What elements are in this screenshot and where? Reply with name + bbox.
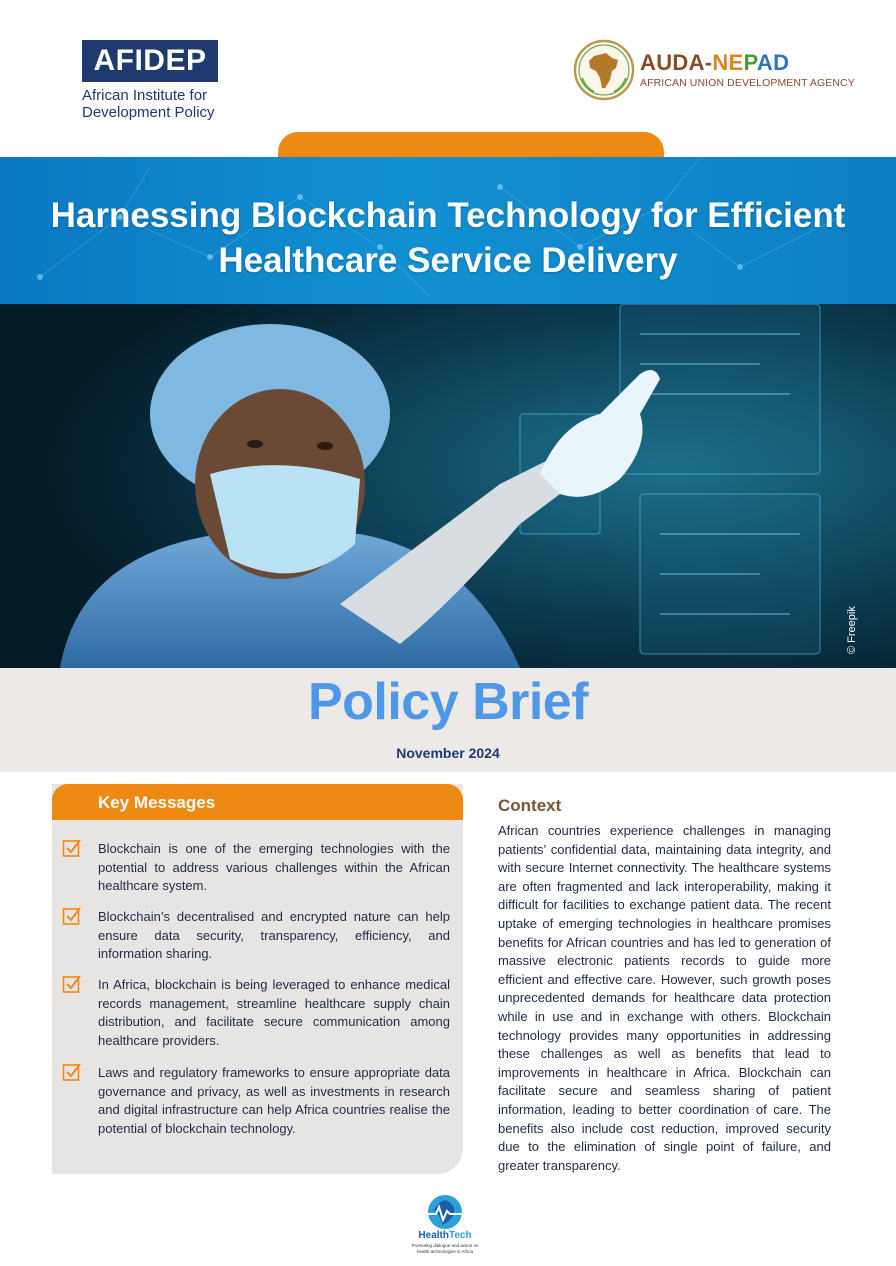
afidep-subtitle [82, 87, 232, 121]
hero-image [0, 304, 896, 668]
auda-nepad-subtitle: AFRICAN UNION DEVELOPMENT AGENCY [640, 77, 855, 89]
heartbeat-globe-icon [404, 1192, 486, 1232]
healthcare-worker-illustration [0, 304, 896, 668]
key-message-item: Blockchain’s decentralised and encrypted nature can help ensure data security, transparency, efficiency, and information sharing. [98, 909, 450, 962]
healthtech-name-part1: Health [418, 1230, 449, 1241]
afidep-subtitle-line1: African Institute for [82, 87, 208, 104]
africa-emblem-icon [572, 38, 636, 102]
title-line2: Healthcare Service Delivery [218, 241, 678, 280]
checkbox-icon [62, 1062, 82, 1082]
key-message-item: In Africa, blockchain is being leveraged to enhance medical records management, streamline healthcare supply chain distribution, and facilitate secure communication among healthcare providers. [98, 977, 450, 1048]
auda-name-part1: AUDA- [640, 50, 713, 75]
healthtech-tagline: Promoting dialogue and action on health technologies in Africa [411, 1243, 479, 1254]
auda-nepad-logo [572, 38, 855, 102]
publication-date: November 2024 [396, 745, 500, 761]
key-messages-heading: Key Messages [98, 793, 216, 812]
policy-brief-title: Policy Brief [307, 673, 589, 731]
checkbox-icon [62, 838, 82, 858]
key-message-item: Laws and regulatory frameworks to ensure appropriate data governance and privacy, as well as investments in research and digital infrastructure can help Africa countries realise the potential of blockchain technology. [98, 1065, 450, 1136]
key-message-item: Blockchain is one of the emerging technologies with the potential to address various challenges within the African healthcare system. [98, 841, 450, 894]
healthtech-name-part2: Tech [448, 1230, 472, 1241]
title-banner [0, 157, 896, 304]
key-messages-header [52, 784, 463, 820]
auda-name-part2: NE [712, 50, 744, 75]
afidep-logo [82, 40, 232, 121]
auda-nepad-name [640, 50, 789, 76]
checkbox-icon [62, 974, 82, 994]
healthtech-logo [404, 1192, 486, 1262]
context-body: African countries experience challenges in managing patients’ confidential data, maintaining data integrity, and with secure Internet connectivity. The healthcare systems are often fragmented and lack interoperability, making it difficult for facilities to exchange patient data. The recent uptake of emerging technologies in healthcare promises benefits for African countries and has led to generation of massive electronic patients records to guide more efficient and effective care. However, such growth poses unprecedented demands for healthcare data protection while in use and in exchange with others. Blockchain technology provides many opportunities in addressing these challenges as well as benefits that lead to improvements in healthcare in Africa. Blockchain can facilitate secure and seamless sharing of patient information, leading to better coordination of care. The benefits also include cost reduction, improved security due to the elimination of single point of failure, and greater transparency. [498, 823, 831, 1173]
checkbox-icon [62, 906, 82, 926]
context-heading: Context [498, 796, 562, 815]
auda-name-part3: P [743, 50, 757, 75]
afidep-acronym: AFIDEP [82, 40, 218, 82]
afidep-subtitle-line2: Development Policy [82, 104, 215, 121]
title-line1: Harnessing Blockchain Technology for Efficient [50, 196, 846, 235]
healthtech-name [404, 1230, 486, 1241]
page-title [0, 193, 896, 283]
auda-name-part4: AD [756, 50, 790, 75]
image-credit: © Freepik [846, 606, 858, 654]
